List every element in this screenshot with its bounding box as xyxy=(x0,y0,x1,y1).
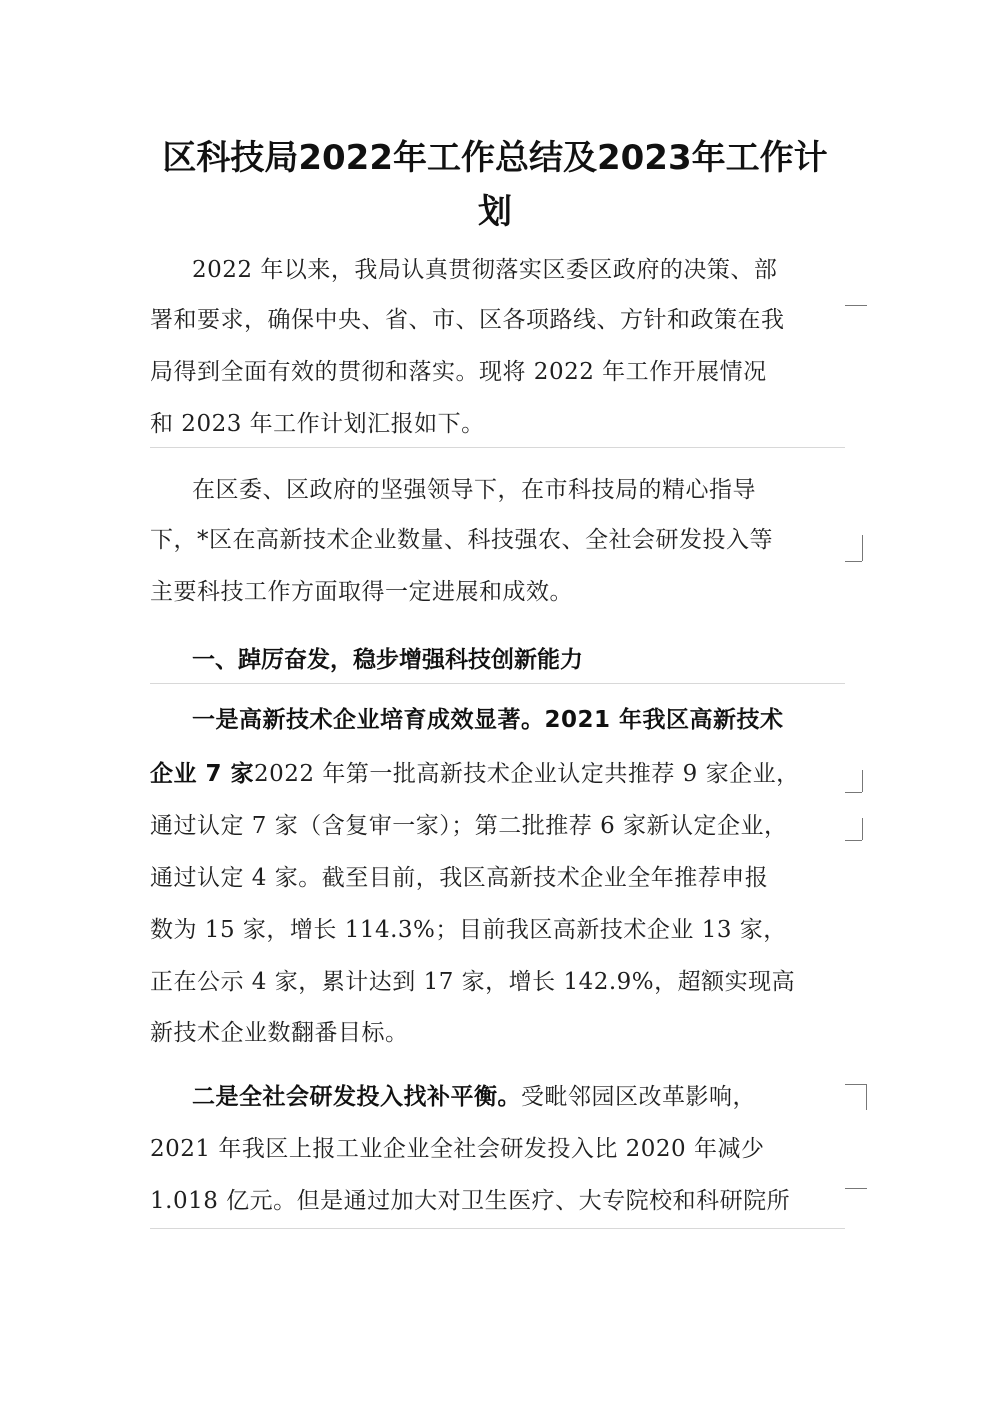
para2-line-2: 2021 年我区上报工业企业全社会研发投入比 2020 年减少 xyxy=(150,1136,765,1162)
section-divider xyxy=(150,447,845,448)
para1-line-4: 通过认定 4 家。截至目前，我区高新技术企业全年推荐申报 xyxy=(150,865,769,891)
intro-line-2: 署和要求，确保中央、省、市、区各项路线、方针和政策在我 xyxy=(150,307,785,333)
document-title-line-2: 划 xyxy=(478,192,512,232)
section-divider xyxy=(150,1228,845,1229)
para1-lead-bold: 一是高新技术企业培育成效显著。2021 年我区高新技术 xyxy=(192,707,784,733)
para1-line-6: 正在公示 4 家，累计达到 17 家，增长 142.9%，超额实现高 xyxy=(150,969,796,995)
intro-line-4: 和 2023 年工作计划汇报如下。 xyxy=(150,411,485,437)
section-divider xyxy=(150,683,845,684)
para1-line-7: 新技术企业数翻番目标。 xyxy=(150,1020,409,1046)
margin-revision-mark xyxy=(866,1084,867,1110)
summary-line-1: 在区委、区政府的坚强领导下，在市科技局的精心指导 xyxy=(192,477,756,503)
margin-revision-mark xyxy=(845,792,862,793)
document-title-line-1: 区科技局2022年工作总结及2023年工作计 xyxy=(162,138,828,178)
margin-revision-mark xyxy=(845,305,867,306)
intro-line-1: 2022 年以来，我局认真贯彻落实区委区政府的决策、部 xyxy=(192,257,778,283)
margin-revision-mark xyxy=(845,1084,866,1085)
para1-line-2 xyxy=(150,759,845,789)
margin-revision-mark xyxy=(862,770,863,792)
intro-line-3: 局得到全面有效的贯彻和落实。现将 2022 年工作开展情况 xyxy=(150,359,767,385)
para1-line-5: 数为 15 家，增长 114.3%；目前我区高新技术企业 13 家， xyxy=(150,917,787,943)
para1-line-3: 通过认定 7 家（含复审一家）；第二批推荐 6 家新认定企业， xyxy=(150,813,788,839)
para1-line-2-text: 2022 年第一批高新技术企业认定共推荐 9 家企业， xyxy=(254,761,800,787)
section-heading-1: 一、踔厉奋发，稳步增强科技创新能力 xyxy=(192,647,583,673)
margin-revision-mark xyxy=(862,535,863,561)
para2-line-1 xyxy=(192,1082,845,1112)
para1-bold-continuation: 企业 7 家 xyxy=(150,761,255,787)
summary-line-2: 下，*区在高新技术企业数量、科技强农、全社会研发投入等 xyxy=(150,527,773,553)
para2-lead-bold: 二是全社会研发投入找补平衡。 xyxy=(192,1084,521,1110)
summary-line-3: 主要科技工作方面取得一定进展和成效。 xyxy=(150,579,573,605)
para2-line-3: 1.018 亿元。但是通过加大对卫生医疗、大专院校和科研院所 xyxy=(150,1188,791,1214)
margin-revision-mark xyxy=(862,818,863,840)
para2-line-1-text: 受毗邻园区改革影响， xyxy=(521,1084,756,1110)
margin-revision-mark xyxy=(845,561,862,562)
margin-revision-mark xyxy=(845,840,862,841)
margin-revision-mark xyxy=(845,1188,867,1189)
para1-line-1 xyxy=(192,705,845,735)
